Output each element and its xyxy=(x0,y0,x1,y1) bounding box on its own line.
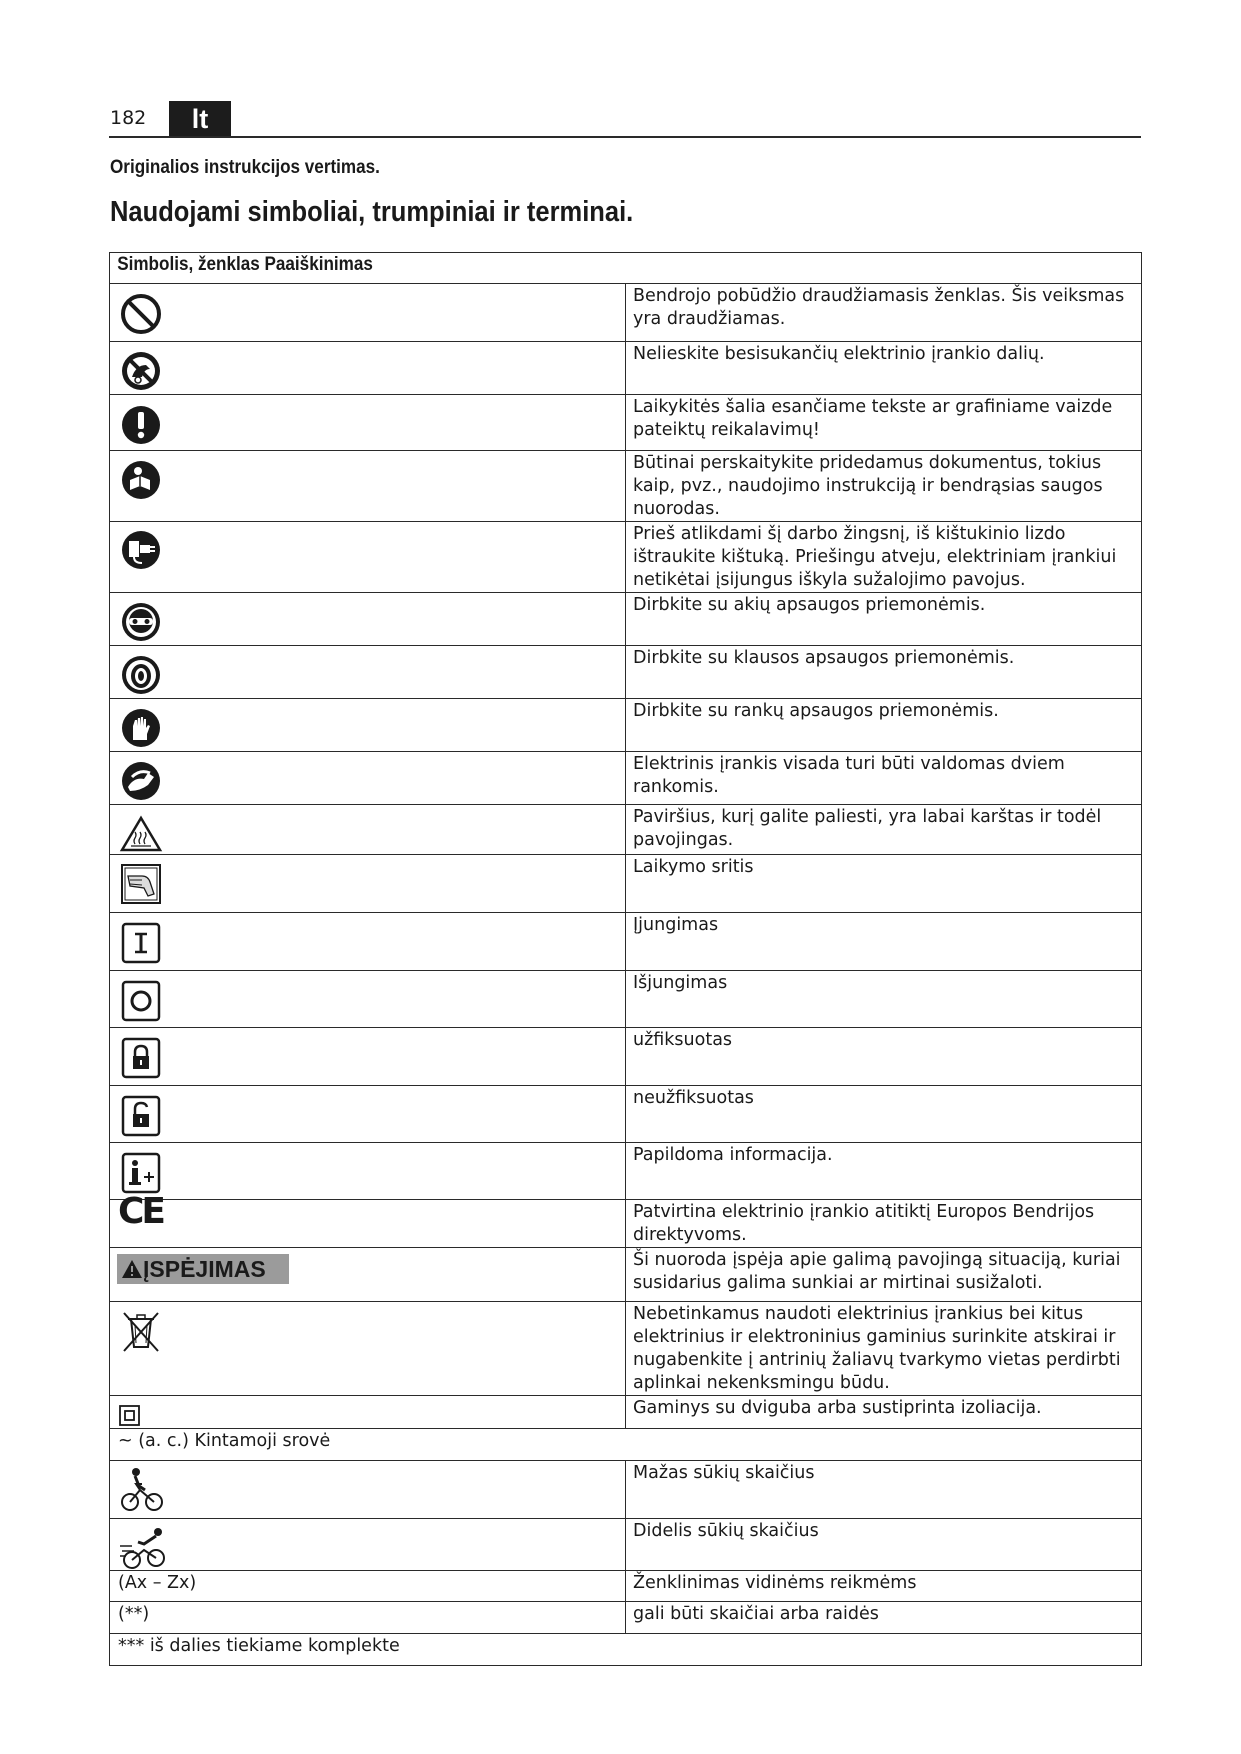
row-text: Ženklinimas vidinėms reikmėms xyxy=(626,1571,1142,1602)
symbol-text: (**) xyxy=(110,1602,626,1634)
table-row xyxy=(110,1429,1142,1461)
row-text: gali būti skaičiai arba raidės xyxy=(626,1602,1142,1634)
do-not-touch-rotating-parts-icon xyxy=(118,347,164,393)
locked-icon xyxy=(118,1033,164,1079)
table-row xyxy=(110,805,1142,855)
hot-surface-icon xyxy=(118,810,164,856)
row-text: Didelis sūkių skaičius xyxy=(626,1519,1142,1571)
table-row xyxy=(110,522,1142,593)
table-row xyxy=(110,1248,1142,1302)
table-row xyxy=(110,752,1142,805)
warning-label: ĮSPĖJIMAS xyxy=(143,1256,266,1282)
table-row xyxy=(110,1200,1142,1248)
table-row xyxy=(110,1143,1142,1200)
row-text: Prieš atlikdami šį darbo žingsnį, iš kištukinio lizdo ištraukite kištuką. Priešingu atveju, elektriniam įrankiui netikėtai įsijungus iškyla sužalojimo pavojus. xyxy=(626,522,1142,593)
eye-protection-icon xyxy=(118,598,164,644)
language-badge: lt xyxy=(169,101,231,137)
weee-bin-icon xyxy=(118,1307,164,1353)
ce-mark-icon: CE xyxy=(118,1191,164,1232)
switch-on-icon xyxy=(118,918,164,964)
table-row xyxy=(110,699,1142,752)
row-text: Patvirtina elektrinio įrankio atitiktį Europos Bendrijos direktyvoms. xyxy=(626,1200,1142,1248)
row-text: Laikykitės šalia esančiame tekste ar grafiniame vaizde pateiktų reikalavimų! xyxy=(626,395,1142,451)
table-row xyxy=(110,1634,1142,1666)
row-text: Papildoma informacija. xyxy=(626,1143,1142,1200)
table-row xyxy=(110,1086,1142,1143)
row-text: Būtinai perskaitykite pridedamus dokumentus, tokius kaip, pvz., naudojimo instrukciją ir bendrąsias saugos nuorodas. xyxy=(626,451,1142,522)
row-text: užfiksuotas xyxy=(626,1028,1142,1086)
symbols-table xyxy=(109,252,1142,1666)
table-row xyxy=(110,284,1142,342)
unlocked-icon xyxy=(118,1091,164,1137)
fast-speed-icon xyxy=(118,1524,166,1572)
info-icon xyxy=(118,1148,164,1194)
table-row xyxy=(110,593,1142,646)
row-text: Dirbkite su rankų apsaugos priemonėmis. xyxy=(626,699,1142,752)
row-text: Dirbkite su akių apsaugos priemonėmis. xyxy=(626,593,1142,646)
symbol-text: (Ax – Zx) xyxy=(110,1571,626,1602)
row-text: Gaminys su dviguba arba sustiprinta izoliacija. xyxy=(626,1396,1142,1429)
hearing-protection-icon xyxy=(118,651,164,697)
read-manual-icon xyxy=(118,456,164,502)
row-text: Nebetinkamus naudoti elektrinius įrankius bei kitus elektrinius ir elektroninius gaminius surinkite atskirai ir nugabenkite į antrinių žaliavų tvarkymo vietas perdirbti aplinkai nekenksmingu būdu. xyxy=(626,1302,1142,1396)
switch-off-icon xyxy=(118,976,164,1022)
table-row xyxy=(110,342,1142,395)
table-row xyxy=(110,971,1142,1028)
table-row xyxy=(110,1602,1142,1634)
hand-protection-icon xyxy=(118,704,164,750)
table-row xyxy=(110,1571,1142,1602)
exclamation-icon xyxy=(118,400,164,446)
table-row xyxy=(110,913,1142,971)
table-header-cell: Simbolis, ženklas Paaiškinimas xyxy=(110,253,1142,284)
row-text: neužfiksuotas xyxy=(626,1086,1142,1143)
warning-triangle-icon xyxy=(121,1259,143,1279)
row-text: Įjungimas xyxy=(626,913,1142,971)
row-text: Dirbkite su klausos apsaugos priemonėmis. xyxy=(626,646,1142,699)
header-rule xyxy=(109,136,1141,138)
unplug-icon xyxy=(118,527,164,573)
grip-area-icon xyxy=(118,860,164,906)
row-text: Ši nuoroda įspėja apie galimą pavojingą situaciją, kuriai susidarius galima sunkiai ar mirtinai susižaloti. xyxy=(626,1248,1142,1302)
double-insulation-icon xyxy=(118,1404,142,1428)
table-row xyxy=(110,451,1142,522)
row-text: Bendrojo pobūdžio draudžiamasis ženklas. Šis veiksmas yra draudžiamas. xyxy=(626,284,1142,342)
page-number: 182 xyxy=(110,107,147,129)
footer-row-text: *** iš dalies tiekiame komplekte xyxy=(110,1634,1142,1666)
table-row xyxy=(110,1396,1142,1429)
row-text: Nelieskite besisukančių elektrinio įrankio dalių. xyxy=(626,342,1142,395)
ac-row-text: ~ (a. c.) Kintamoji srovė xyxy=(110,1429,1142,1461)
table-row xyxy=(110,1519,1142,1571)
row-text: Elektrinis įrankis visada turi būti valdomas dviem rankomis. xyxy=(626,752,1142,805)
table-row xyxy=(110,1302,1142,1396)
document-subtitle: Originalios instrukcijos vertimas. xyxy=(110,157,380,178)
row-text: Paviršius, kurį galite paliesti, yra labai karštas ir todėl pavojingas. xyxy=(626,805,1142,855)
table-row xyxy=(110,1028,1142,1086)
prohibition-icon xyxy=(118,289,164,335)
row-text: Laikymo sritis xyxy=(626,855,1142,913)
table-row xyxy=(110,395,1142,451)
page-title: Naudojami simboliai, trumpiniai ir terminai. xyxy=(110,196,634,228)
row-text: Mažas sūkių skaičius xyxy=(626,1461,1142,1519)
row-text: Išjungimas xyxy=(626,971,1142,1028)
slow-speed-icon xyxy=(118,1466,166,1514)
table-row xyxy=(110,646,1142,699)
two-hands-icon xyxy=(118,757,164,803)
table-row xyxy=(110,1461,1142,1519)
warning-badge xyxy=(117,1254,289,1284)
table-row xyxy=(110,855,1142,913)
